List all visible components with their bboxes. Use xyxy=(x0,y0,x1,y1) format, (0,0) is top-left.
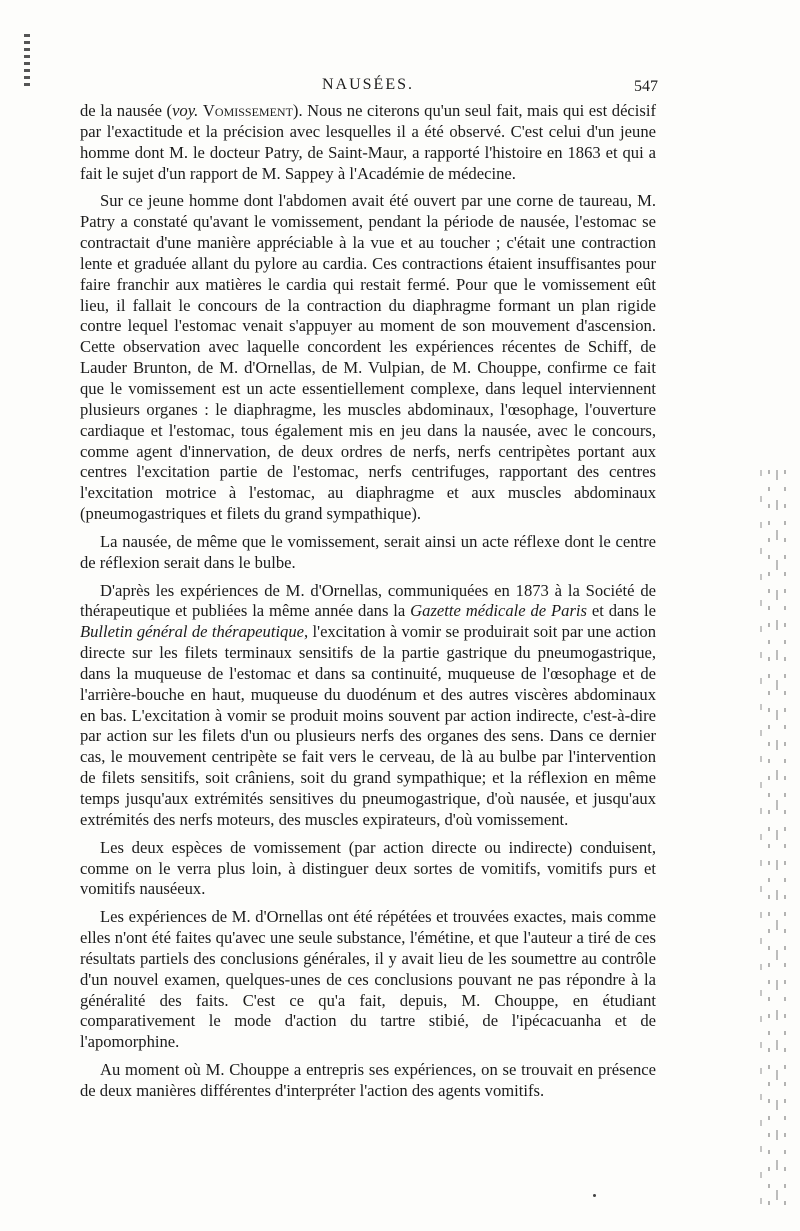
italic-text: Bulletin général de thérapeutique xyxy=(80,622,305,642)
text-run: Les expériences de M. d'Ornellas ont été répétées et trouvées exactes, mais comme elles n'ont été faites qu'avec une seule substance, l'émétine, et que l'auteur a tiré de ces résultats partiels des conclusions générales, il y avait lieu de les soumettre au contrôle d'un nouvel examen, quelques-unes de ces conclusions pouvant ne pas répondre à la généralité des faits. C'est ce qu'a fait, depuis, M. Chouppe, en étudiant comparativement le mode d'action du tartre stibié, de l'ipécacuanha et de l'apomorphine. xyxy=(80,907,656,1052)
text-run: Au moment où M. Chouppe a entrepris ses expériences, on se trouvait en présence de deux manières différentes d'interpréter l'action des agents vomitifs. xyxy=(80,1060,656,1100)
paragraph xyxy=(80,838,656,901)
text-run: ). Nous ne citerons qu'un seul fait, mais qui est décisif par l'exactitude et la précision avec lesquelles il a été observé. C'est celui d'un jeune homme dont M. le docteur Patry, de Saint-Maur, a rapporté l'histoire en 1863 et qui a fait le sujet d'un rapport de M. Sappey à l'Académie de médecine. xyxy=(80,101,656,183)
paragraph xyxy=(80,907,656,1053)
text-run: Les deux espèces de vomissement (par action directe ou indirecte) conduisent, comme on le verra plus loin, à distinguer deux sortes de vomitifs, vomitifs purs et vomitifs nauséeux. xyxy=(80,837,656,899)
text-run: La nausée, de même que le vomissement, serait ainsi un acte réflexe dont le centre de réflexion serait dans le bulbe. xyxy=(80,531,656,572)
page-number: 547 xyxy=(634,78,658,95)
text-run: et dans le xyxy=(587,601,656,621)
scan-edge-marks xyxy=(24,34,34,90)
paragraph xyxy=(80,581,656,831)
text-run: Sur ce jeune homme dont l'abdomen avait été ouvert par une corne de taureau, M. Patry a constaté qu'avant le vomissement, pendant la période de nausée, l'estomac se contractait d'une manière appréciable à la vue et au toucher ; c'était une contraction lente et graduée allant du pylore au cardia. Ces contractions étaient insuffisantes pour faire franchir aux matières le cardia qui restait fermé. Pour que le vomissement eût lieu, il fallait le concours de la contraction du diaphragme formant un plan rigide contre lequel l'estomac venait s'appuyer au moment de son mouvement d'ascension. Cette observation avec laquelle concordent les expériences récentes de Schiff, de Lauder Brunton, de M. d'Ornellas, de M. Vulpian, de M. Chouppe, confirme ce fait que le vomissement est un acte essentiellement complexe, dans lequel interviennent plusieurs organes : le diaphragme, les muscles abdominaux, l'œsophage, l'ouverture cardiaque et l'estomac, tous également mis en jeu dans la nausée, avec le concours, comme agent d'innervation, de deux ordres de nerfs, nerfs centripètes portant aux centres l'excitation partie de l'estomac, nerfs centrifuges, rapportant des centres l'excitation motrice à l'estomac, au diaphragme et aux muscles abdominaux (pneumogastriques et filets du grand sympathique). xyxy=(80,191,656,524)
paragraph xyxy=(80,1060,656,1102)
page-header xyxy=(78,76,658,100)
text-run: de la nausée ( xyxy=(80,101,173,120)
text-run: , l'excitation à vomir se produirait soit par une action directe sur les filets terminaux sensitifs de la partie gastrique du pneumogastrique, dans la muqueuse de l'estomac et dans sa continuité, muqueuse de l'œsophage et de l'arrière-bouche en haut, muqueuse du duodénum et des autres viscères abdominaux en bas. L'excitation à vomir se produit moins souvent par action indirecte, c'est-à-dire par action sur les filets d'un ou plusieurs nerfs des organes des sens. Dans ce dernier cas, le mouvement centripète se fait vers le cerveau, de là au bulbe par l'intervention de filets sensitifs, soit crâniens, soit du grand sympathique; et la réflexion en même temps jusqu'aux extrémités sensitives du pneumogastrique, d'où nausée, et jusqu'aux extrémités des nerfs moteurs, des muscles expirateurs, d'où vomissement. xyxy=(80,622,656,829)
body-text xyxy=(80,101,656,1109)
paragraph xyxy=(80,191,656,525)
paragraph xyxy=(80,532,656,574)
paragraph xyxy=(80,101,656,184)
ink-speck xyxy=(593,1194,596,1197)
italic-text: voy. xyxy=(172,101,199,120)
italic-text: Gazette médicale de Paris xyxy=(410,601,587,621)
running-title: NAUSÉES. xyxy=(321,76,414,93)
smallcaps-text: Vomissement xyxy=(202,101,293,120)
scan-ruler-marks xyxy=(758,470,788,1210)
text-run: D'après les expériences de M. d'Ornellas, communiquées en 1873 à la Société de thérapeutique et publiées la même année dans la xyxy=(80,580,656,621)
